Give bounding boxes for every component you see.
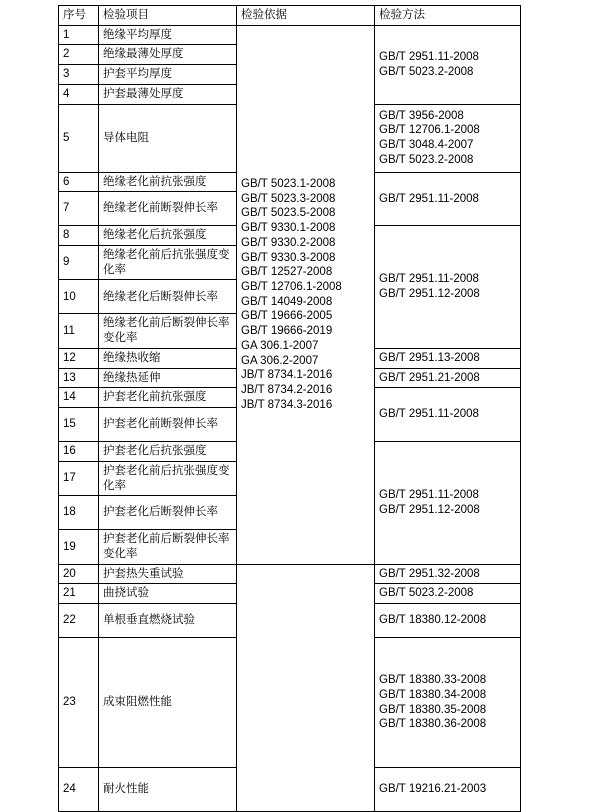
row-no: 11 — [59, 314, 99, 348]
row-no: 13 — [59, 368, 99, 388]
row-no: 8 — [59, 226, 99, 246]
row-item: 护套老化后断裂伸长率 — [99, 496, 237, 530]
row-item: 绝缘老化前后断裂伸长率变化率 — [99, 314, 237, 348]
row-no: 18 — [59, 496, 99, 530]
inspection-method-cell: GB/T 2951.13-2008 — [375, 348, 521, 368]
inspection-method-cell: GB/T 19216.21-2003 — [375, 768, 521, 812]
inspection-method-cell: GB/T 2951.11-2008 — [375, 388, 521, 442]
table-row — [59, 25, 521, 45]
row-item: 绝缘平均厚度 — [99, 25, 237, 45]
inspection-method-cell: GB/T 2951.11-2008 GB/T 5023.2-2008 — [375, 25, 521, 104]
row-no: 16 — [59, 442, 99, 462]
table-body — [59, 25, 521, 811]
inspection-table — [58, 5, 521, 812]
inspection-basis-cell-continued — [237, 564, 375, 811]
row-no: 20 — [59, 564, 99, 584]
row-item: 护套热失重试验 — [99, 564, 237, 584]
row-item: 绝缘最薄处厚度 — [99, 45, 237, 65]
inspection-basis-cell: GB/T 5023.1-2008 GB/T 5023.3-2008 GB/T 5023.5-2008 GB/T 9330.1-2008 GB/T 9330.2-2008 GB/T 9330.3-2008 GB/T 12527-2008 GB/T 12706.1-2008 GB/T 14049-2008 GB/T 19666-2005 GB/T 19666-2019 GA 306.1-2007 GA 306.2-2007 JB/T 8734.1-2016 JB/T 8734.2-2016 JB/T 8734.3-2016 — [237, 25, 375, 564]
row-item: 护套老化前后抗张强度变化率 — [99, 461, 237, 495]
row-item: 单根垂直燃烧试验 — [99, 604, 237, 638]
row-item: 曲挠试验 — [99, 584, 237, 604]
row-no: 17 — [59, 461, 99, 495]
table-header-row — [59, 6, 521, 26]
row-item: 绝缘热延伸 — [99, 368, 237, 388]
inspection-method-cell: GB/T 2951.11-2008 — [375, 172, 521, 226]
table-row — [59, 564, 521, 584]
row-no: 9 — [59, 246, 99, 280]
row-item: 护套最薄处厚度 — [99, 84, 237, 104]
row-no: 6 — [59, 172, 99, 192]
header-cell-item: 检验项目 — [99, 6, 237, 26]
row-no: 1 — [59, 25, 99, 45]
inspection-method-cell: GB/T 3956-2008 GB/T 12706.1-2008 GB/T 3048.4-2007 GB/T 5023.2-2008 — [375, 104, 521, 172]
row-no: 10 — [59, 280, 99, 314]
inspection-method-cell: GB/T 5023.2-2008 — [375, 584, 521, 604]
row-no: 3 — [59, 65, 99, 85]
row-item: 成束阻燃性能 — [99, 638, 237, 768]
row-item: 护套老化前断裂伸长率 — [99, 408, 237, 442]
row-no: 23 — [59, 638, 99, 768]
header-cell-basis: 检验依据 — [237, 6, 375, 26]
header-cell-method: 检验方法 — [375, 6, 521, 26]
inspection-method-cell: GB/T 2951.21-2008 — [375, 368, 521, 388]
row-item: 绝缘老化前断裂伸长率 — [99, 192, 237, 226]
row-item: 绝缘老化前抗张强度 — [99, 172, 237, 192]
row-item: 绝缘老化后抗张强度 — [99, 226, 237, 246]
row-no: 15 — [59, 408, 99, 442]
row-item: 绝缘热收缩 — [99, 348, 237, 368]
inspection-method-cell: GB/T 18380.12-2008 — [375, 604, 521, 638]
row-no: 24 — [59, 768, 99, 812]
header-cell-no: 序号 — [59, 6, 99, 26]
row-item: 耐火性能 — [99, 768, 237, 812]
inspection-method-cell: GB/T 2951.32-2008 — [375, 564, 521, 584]
row-no: 22 — [59, 604, 99, 638]
row-no: 21 — [59, 584, 99, 604]
row-no: 4 — [59, 84, 99, 104]
row-item: 护套老化前抗张强度 — [99, 388, 237, 408]
row-item: 护套老化前后断裂伸长率变化率 — [99, 530, 237, 564]
row-no: 2 — [59, 45, 99, 65]
inspection-method-cell: GB/T 2951.11-2008 GB/T 2951.12-2008 — [375, 442, 521, 565]
table-header — [59, 6, 521, 26]
row-no: 12 — [59, 348, 99, 368]
row-no: 7 — [59, 192, 99, 226]
row-no: 14 — [59, 388, 99, 408]
row-item: 绝缘老化后断裂伸长率 — [99, 280, 237, 314]
inspection-method-cell: GB/T 18380.33-2008 GB/T 18380.34-2008 GB/T 18380.35-2008 GB/T 18380.36-2008 — [375, 638, 521, 768]
row-item: 护套平均厚度 — [99, 65, 237, 85]
row-item: 导体电阻 — [99, 104, 237, 172]
inspection-method-cell: GB/T 2951.11-2008 GB/T 2951.12-2008 — [375, 226, 521, 349]
row-no: 5 — [59, 104, 99, 172]
row-item: 护套老化后抗张强度 — [99, 442, 237, 462]
row-no: 19 — [59, 530, 99, 564]
row-item: 绝缘老化前后抗张强度变化率 — [99, 246, 237, 280]
